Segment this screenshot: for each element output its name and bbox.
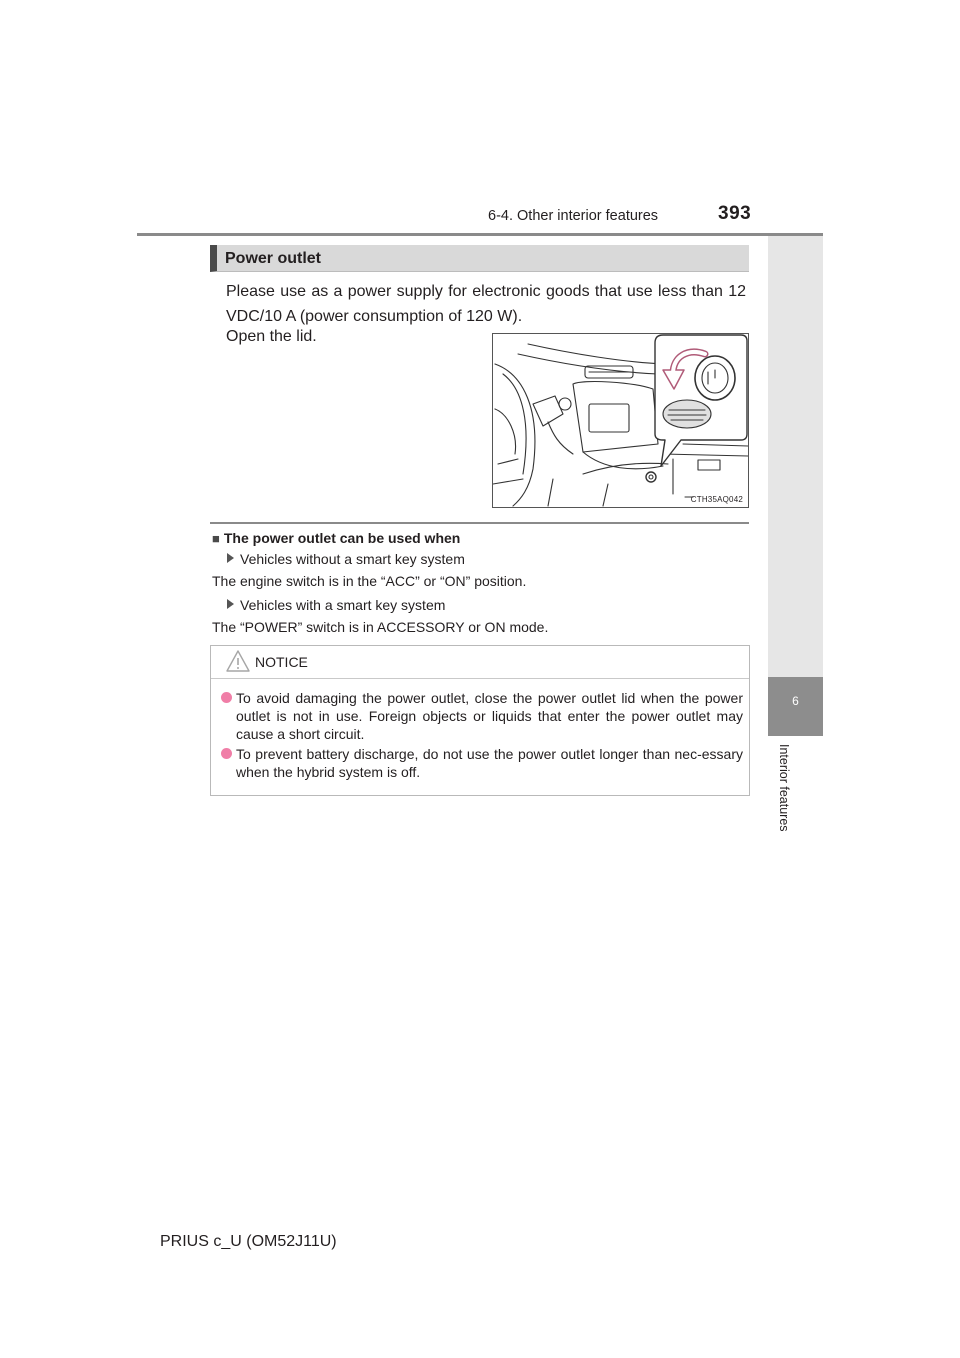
notice-item-text: To avoid damaging the power outlet, close the power outlet lid when the power outlet is not in use. Foreign objects or liquids that enter the power outlet may cause a short circuit.: [236, 690, 743, 742]
triangle-bullet-icon: [227, 553, 234, 563]
illustration-code: CTH35AQ042: [690, 495, 743, 504]
warning-triangle-icon: [226, 649, 250, 673]
condition-label: [227, 551, 465, 567]
chapter-tab-number: 6: [792, 694, 799, 708]
header-rule: [137, 233, 823, 236]
section-reference: 6-4. Other interior features: [488, 208, 659, 224]
notice-title: NOTICE: [255, 654, 308, 670]
notice-item: [221, 689, 743, 743]
subsection-title: The power outlet can be used when: [223, 530, 461, 546]
condition-text: The “POWER” switch is in ACCESSORY or ON mode.: [212, 619, 549, 635]
notice-bullet-icon: [221, 748, 232, 759]
condition-label-text: Vehicles with a smart key system: [240, 597, 446, 613]
notice-item-text: To prevent battery discharge, do not use the power outlet longer than nec-essary when the hybrid system is off.: [236, 746, 743, 780]
footer-model-code: PRIUS c_U (OM52J11U): [160, 1233, 337, 1250]
notice-box: [210, 645, 750, 796]
dashboard-drawing: [493, 334, 748, 507]
chapter-tab-label: Interior features: [777, 744, 791, 832]
page-number: 393: [718, 203, 752, 224]
chapter-tab-bar: [768, 236, 823, 677]
condition-text: The engine switch is in the “ACC” or “ON” position.: [212, 573, 527, 589]
section-heading: [210, 245, 749, 272]
notice-divider: [211, 678, 749, 679]
subsection-rule: [210, 522, 749, 524]
section-title: Power outlet: [225, 250, 322, 267]
intro-paragraph: Please use as a power supply for electronic goods that use less than 12 VDC/10 A (power consumption of 120 W).: [226, 283, 746, 325]
notice-bullet-icon: [221, 692, 232, 703]
subsection-heading: [212, 530, 460, 546]
condition-label: [227, 597, 445, 613]
notice-item: [221, 745, 743, 781]
power-outlet-illustration: [492, 333, 749, 508]
triangle-bullet-icon: [227, 599, 234, 609]
condition-label-text: Vehicles without a smart key system: [240, 551, 465, 567]
square-bullet-icon: ■: [212, 531, 220, 546]
step-instruction: Open the lid.: [226, 328, 317, 345]
